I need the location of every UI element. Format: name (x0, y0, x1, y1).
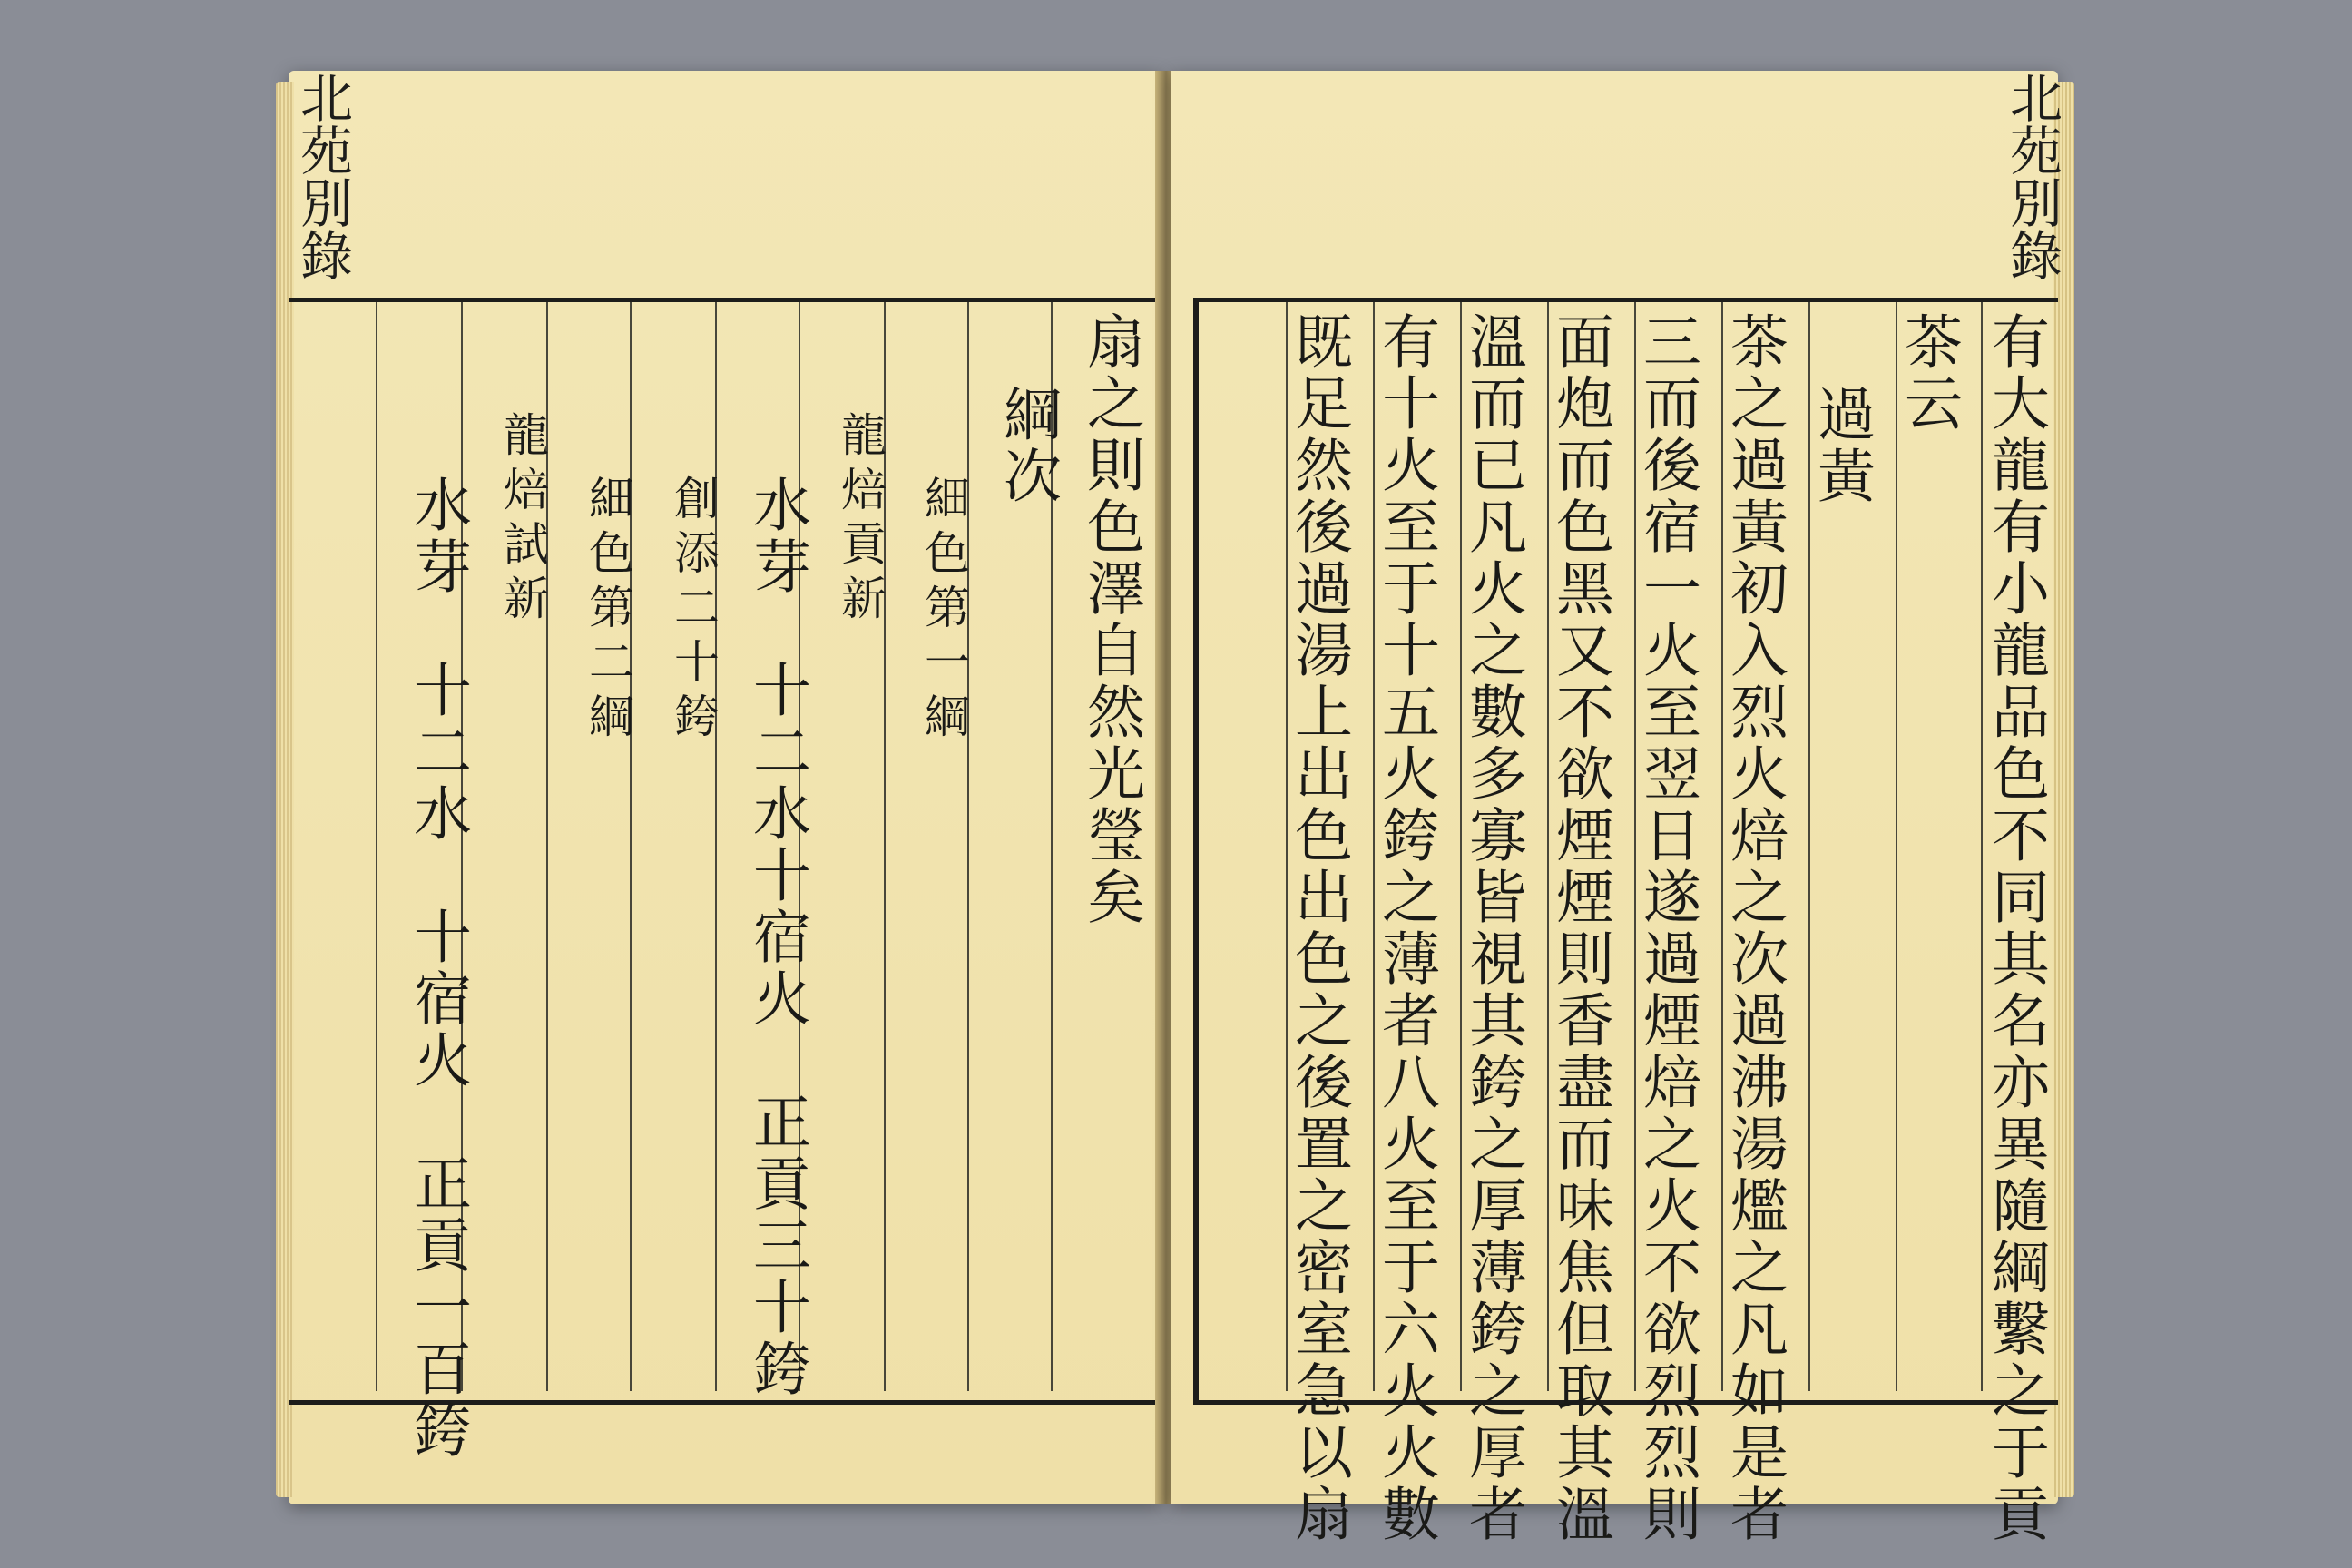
text-column: 細色第二綱 (582, 475, 634, 747)
text-column: 有大龍有小龍品色不同其名亦異隨綱繫之于貢 (1982, 311, 2049, 1545)
text-column: 過黃 (1808, 384, 1875, 507)
text-column: 創添二十銙 (667, 475, 720, 747)
text-column: 綱次 (994, 384, 1061, 507)
text-column: 水芽 十二水 十宿火 正貢一百銙 (404, 475, 471, 1462)
right-page (1171, 71, 2063, 1545)
open-book (289, 71, 2063, 1545)
text-column: 細色第一綱 (917, 475, 970, 747)
text-frame-right (1193, 298, 2058, 1545)
text-column: 茶云 (1895, 311, 1962, 435)
text-column: 龍焙試新 (496, 411, 549, 629)
text-column: 既足然後過湯上出色出色之後置之密室急以扇 (1285, 311, 1352, 1545)
text-column: 茶之過黃初入烈火焙之次過沸湯爁之凡如是者 (1720, 311, 1788, 1545)
spine-title-right: 北苑別錄 (2001, 71, 2063, 281)
text-column: 有十火至于十五火銙之薄者八火至于六火火數 (1372, 311, 1439, 1545)
left-page (289, 71, 1161, 1504)
text-column: 面炮而色黑又不欲煙煙則香盡而味焦但取其溫 (1546, 311, 1613, 1545)
text-column: 水芽 十二水十宿火 正貢三十銙 (743, 475, 810, 1400)
text-column: 龍焙貢新 (834, 411, 887, 629)
text-column: 三而後宿一火至翌日遂過煙焙之火不欲烈烈則 (1633, 311, 1700, 1545)
text-column: 溫而已凡火之數多寡皆視其銙之厚薄銙之厚者 (1459, 311, 1526, 1545)
text-frame-left (289, 298, 1161, 1462)
spine-title-left: 北苑別錄 (291, 71, 353, 281)
text-column: 扇之則色澤自然光瑩矣 (1077, 311, 1144, 928)
